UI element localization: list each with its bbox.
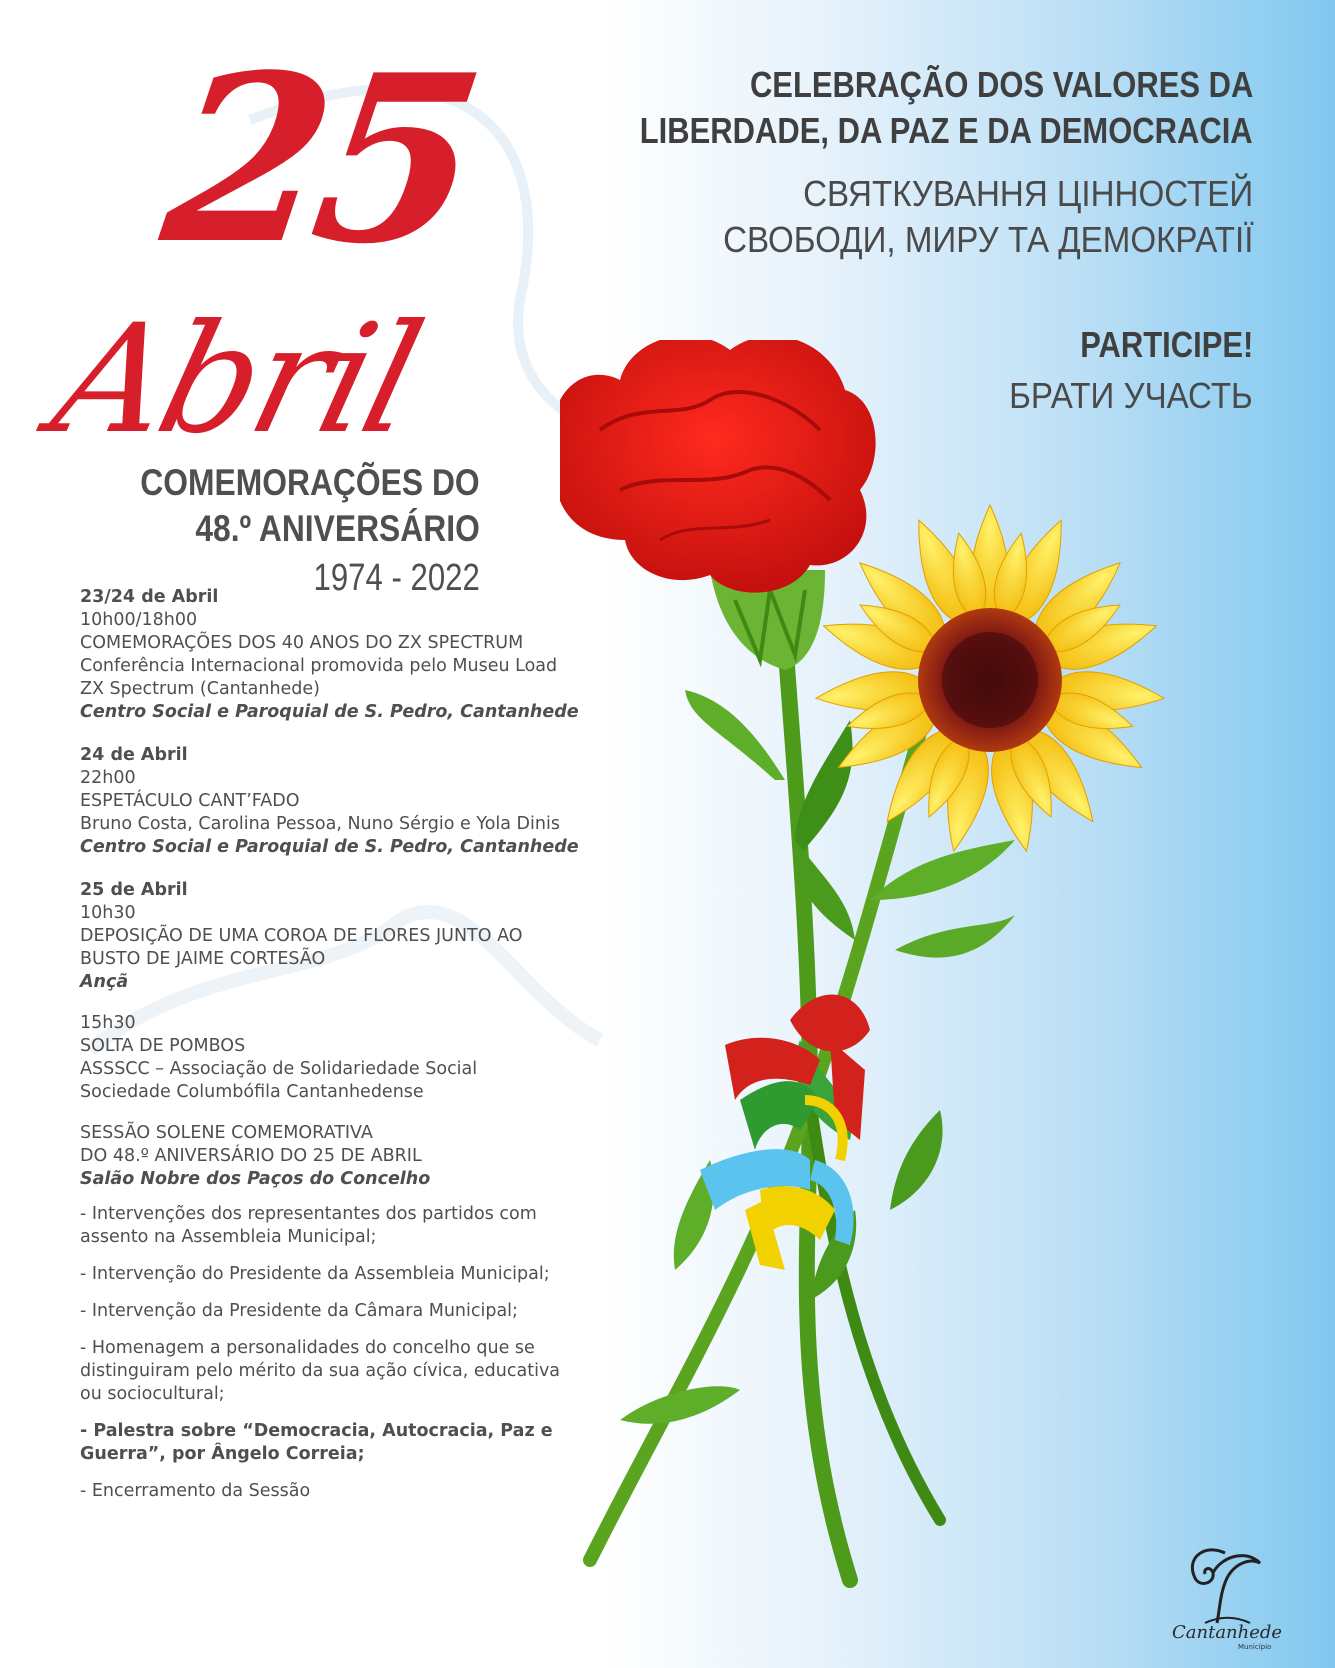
logo-name: Cantanhede (1172, 1622, 1283, 1643)
event3-time: 10h30 (80, 903, 136, 923)
event4-title: SOLTA DE POMBOS (80, 1036, 246, 1056)
event2-date: 24 de Abril (80, 745, 188, 765)
participe-uk-label: БРАТИ УЧАСТЬ (1009, 375, 1253, 416)
event1-title: COMEMORAÇÕES DOS 40 ANOS DO ZX SPECTRUM (80, 633, 524, 653)
event1-place: Centro Social e Paroquial de S. Pedro, Cantanhede (80, 702, 579, 722)
agenda-item3: - Intervenção da Presidente da Câmara Municipal; (80, 1301, 518, 1321)
event3-place: Ançã (80, 972, 129, 992)
header-pt-line2: LIBERDADE, DA PAZ E DA DEMOCRACIA (640, 110, 1253, 151)
event2-title: ESPETÁCULO CANT’FADO (80, 791, 300, 811)
event2-time: 22h00 (80, 768, 136, 788)
agenda-item5-line1: - Palestra sobre “Democracia, Autocracia, Paz e (80, 1421, 553, 1441)
event5-title-line2: DO 48.º ANIVERSÁRIO DO 25 DE ABRIL (80, 1146, 422, 1166)
event3-title-line1: DEPOSIÇÃO DE UMA COROA DE FLORES JUNTO AO (80, 926, 523, 946)
event3-date: 25 de Abril (80, 880, 188, 900)
event1-desc-line2: ZX Spectrum (Cantanhede) (80, 679, 321, 699)
event4-time: 15h30 (80, 1013, 136, 1033)
agenda-item1-line1: - Intervenções dos representantes dos partidos com (80, 1204, 537, 1224)
agenda-item1-line2: assento na Assembleia Municipal; (80, 1227, 377, 1247)
agenda-item4-line2: distinguiram pelo mérito da sua ação cívica, educativa (80, 1361, 561, 1381)
agenda-item4-line1: - Homenagem a personalidades do concelho que se (80, 1338, 535, 1358)
subtitle-line1: COMEMORAÇÕES DO (140, 462, 480, 503)
header-uk-line1: СВЯТКУВАННЯ ЦІННОСТЕЙ (802, 173, 1253, 214)
title-month: Abril (38, 293, 434, 467)
flowers-illustration (560, 340, 1280, 1630)
years-range: 1974 - 2022 (313, 557, 480, 599)
event5-title-line1: SESSÃO SOLENE COMEMORATIVA (80, 1123, 373, 1143)
event1-time: 10h00/18h00 (80, 610, 198, 630)
event4-desc-line2: Sociedade Columbófila Cantanhedense (80, 1082, 424, 1102)
event-schedule (80, 587, 640, 1503)
event1-date: 23/24 de Abril (80, 587, 219, 607)
agenda-item4-line3: ou sociocultural; (80, 1384, 225, 1404)
logo-subtitle: Município (1238, 1643, 1272, 1651)
subtitle-line2: 48.º ANIVERSÁRIO (195, 508, 480, 549)
agenda-item5-line2: Guerra”, por Ângelo Correia; (80, 1444, 365, 1464)
event5-place: Salão Nobre dos Paços do Concelho (80, 1169, 431, 1189)
agenda-item6: - Encerramento da Sessão (80, 1481, 311, 1501)
event2-place: Centro Social e Paroquial de S. Pedro, Cantanhede (80, 837, 579, 857)
event2-desc: Bruno Costa, Carolina Pessoa, Nuno Sérgio e Yola Dinis (80, 814, 560, 834)
agenda-item2: - Intervenção do Presidente da Assembleia Municipal; (80, 1264, 550, 1284)
title-number: 25 (151, 25, 486, 295)
event3-title-line2: BUSTO DE JAIME CORTESÃO (80, 949, 326, 969)
event4-desc-line1: ASSSCC – Associação de Solidariedade Social (80, 1059, 478, 1079)
header-pt-line1: CELEBRAÇÃO DOS VALORES DA (749, 64, 1253, 105)
participe-label: PARTICIPE! (1079, 324, 1253, 365)
event1-desc-line1: Conferência Internacional promovida pelo Museu Load (80, 656, 558, 676)
header-uk-line2: СВОБОДИ, МИРУ ТА ДЕМОКРАТІЇ (722, 219, 1253, 260)
